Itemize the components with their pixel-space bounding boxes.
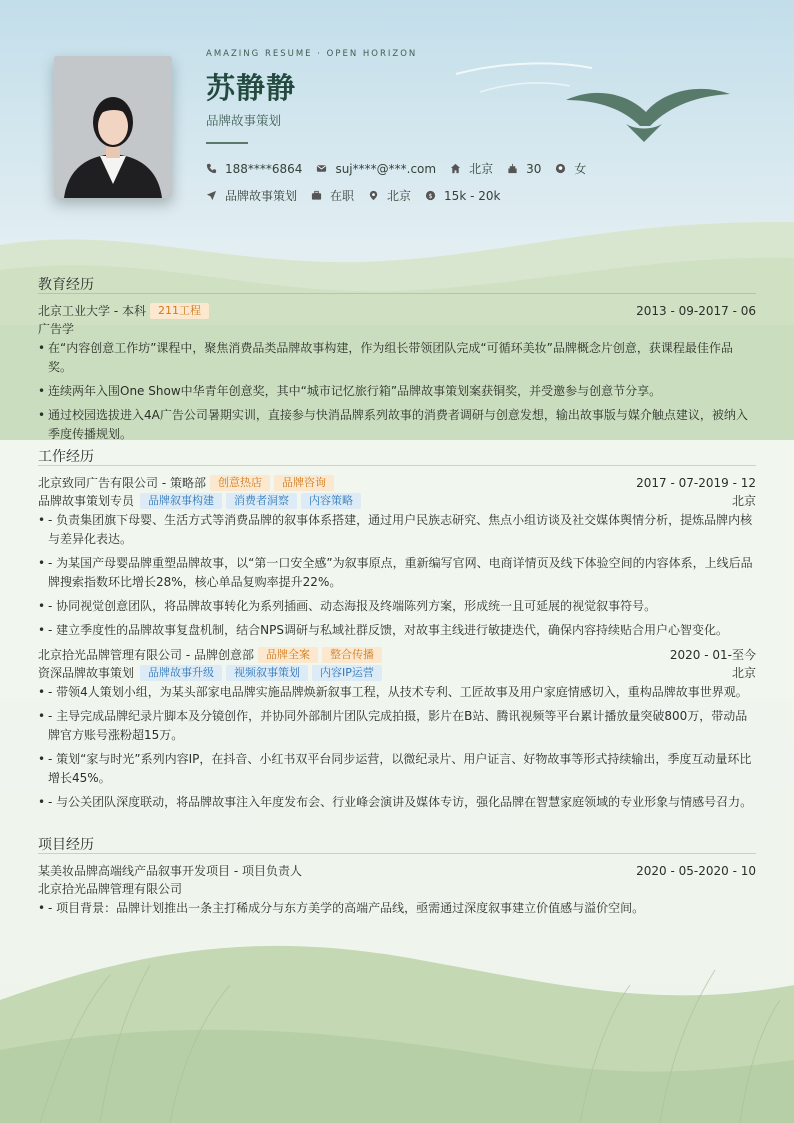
list-item: • - 主导完成品牌纪录片脚本及分镜创作，并协同外部制片团队完成拍摄，影片在B站、腾讯视频等平台累计播放量突破800万，带动品牌官方账号涨粉超15万。 [38,707,756,745]
resume-tagline: AMAZING RESUME · OPEN HORIZON [206,49,418,59]
education-divider [38,293,756,294]
candidate-name: 苏静静 [206,71,297,105]
job-1-city: 北京 [731,494,756,508]
education-school-row [38,302,756,320]
email-text: suj****@***.com [335,161,437,176]
skill-tag: 品牌故事升级 [140,665,222,681]
work-section-title: 工作经历 [38,449,94,465]
info-intent [206,187,297,204]
project-org-row [38,880,756,898]
school-tag: 211工程 [150,303,209,319]
city-text: 北京 [387,189,412,203]
company-tag: 整合传播 [322,647,382,663]
cake-icon [507,163,518,174]
salary-icon [425,190,436,201]
projects-section-title: 项目经历 [38,837,94,853]
gender-icon [555,163,566,174]
list-item: • - 项目背景：品牌计划推出一条主打稀成分与东方美学的高端产品线，亟需通过深度叙事建立价值感与溢价空间。 [38,899,756,918]
info-salary [425,189,500,203]
job-1-company-row [38,474,756,492]
job-1-company: 北京致同广告有限公司 - 策略部 [38,476,206,490]
header-divider [206,142,248,144]
svg-text:$: $ [428,191,433,200]
job-1-period: 2017 - 07-2019 - 12 [636,476,756,490]
home-icon [450,163,461,174]
skill-tag: 视频叙事策划 [226,665,308,681]
job-2-bullets [38,683,756,817]
job-2-position: 资深品牌故事策划 [38,666,135,680]
age-text: 30 [526,161,542,176]
education-bullets [38,339,756,449]
list-item: • - 带领4人策划小组，为某头部家电品牌实施品牌焕新叙事工程，从技术专利、工匠故事及用户家庭情感切入，重构品牌故事世界观。 [38,683,756,702]
briefcase-icon [311,190,322,201]
list-item: • 通过校园选拔进入4A广告公司暑期实训，直接参与快消品牌系列故事的消费者调研与创意发想，输出故事版与媒介触点建议，被纳入季度传播规划。 [38,406,756,444]
profile-photo [54,56,172,198]
projects-divider [38,853,756,854]
list-item: • - 与公关团队深度联动，将品牌故事注入年度发布会、行业峰会演讲及媒体专访，强化品牌在智慧家庭领域的专业形象与情感号召力。 [38,793,756,812]
contact-info-row [206,160,600,177]
school-name: 北京工业大学 - 本科 [38,304,146,318]
gender-text: 女 [574,162,587,176]
status-text: 在职 [330,189,355,203]
job-2-city: 北京 [731,666,756,680]
list-item: • - 策划“家与时光”系列内容IP，在抖音、小红书双平台同步运营，以微纪录片、用户证言、好物故事等形式持续输出，季度互动量环比增长45%。 [38,750,756,788]
work-divider [38,465,756,466]
education-section-title: 教育经历 [38,277,94,293]
list-item: • 连续两年入围One Show中华青年创意奖，其中“城市记忆旅行箱”品牌故事策划案获铜奖，并受邀参与创意节分享。 [38,382,756,401]
bird-decoration [566,86,730,144]
job-intent-row [206,187,514,204]
phone-text: 188****6864 [225,161,303,176]
list-item: • - 建立季度性的品牌故事复盘机制，结合NPS调研与私域社群反馈，对故事主线进行敏捷迭代，确保内容持续贴合用户心智变化。 [38,621,756,640]
project-org: 北京拾光品牌管理有限公司 [38,882,183,896]
company-tag: 品牌咨询 [274,475,334,491]
info-phone [206,162,302,176]
major: 广告学 [38,322,75,336]
list-item: • - 负责集团旗下母婴、生活方式等消费品牌的叙事体系搭建，通过用户民族志研究、焦点小组访谈及社交媒体舆情分析，提炼品牌内核与差异化表达。 [38,511,756,549]
skill-tag: 内容IP运营 [312,665,382,681]
education-period: 2013 - 09-2017 - 06 [636,304,756,318]
job-2-period: 2020 - 01-至今 [669,648,756,662]
job-1-bullets [38,511,756,645]
job-1-position-row [38,492,756,510]
info-gender [555,160,586,177]
home-text: 北京 [469,162,494,176]
info-status [311,187,354,204]
info-city [368,187,411,204]
job-2-company: 北京拾光品牌管理有限公司 - 品牌创意部 [38,648,254,662]
project-name-row [38,862,756,880]
company-tag: 品牌全案 [258,647,318,663]
project-period: 2020 - 05-2020 - 10 [636,864,756,878]
skill-tag: 内容策略 [301,493,361,509]
job-2-position-row [38,664,756,682]
salary-text: 15k - 20k [444,188,501,203]
job-2-company-row [38,646,756,664]
candidate-role: 品牌故事策划 [206,113,282,128]
project-name: 某美妆品牌高端线产品叙事开发项目 - 项目负责人 [38,864,302,878]
info-home [450,160,493,177]
skill-tag: 消费者洞察 [226,493,297,509]
info-age [507,162,541,176]
mail-icon [316,163,327,174]
list-item: • - 协同视觉创意团队，将品牌故事转化为系列插画、动态海报及终端陈列方案，形成统一且可延展的视觉叙事符号。 [38,597,756,616]
phone-icon [206,163,217,174]
location-pin-icon [368,190,379,201]
skill-tag: 品牌叙事构建 [140,493,222,509]
portrait-illustration [54,56,172,198]
job-1-position: 品牌故事策划专员 [38,494,135,508]
list-item: • 在“内容创意工作坊”课程中，聚焦消费品类品牌故事构建，作为组长带领团队完成“可循环美妆”品牌概念片创意，获课程最佳作品奖。 [38,339,756,377]
send-icon [206,190,217,201]
intent-text: 品牌故事策划 [225,189,298,203]
project-bullets [38,899,756,923]
education-major-row [38,320,756,338]
list-item: • - 为某国产母婴品牌重塑品牌故事，以“第一口安全感”为叙事原点，重新编写官网、电商详情页及线下体验空间的内容体系，上线后品牌搜索指数环比增长28%，核心单品复购率提升22%。 [38,554,756,592]
info-email [316,162,436,176]
company-tag: 创意热店 [210,475,270,491]
